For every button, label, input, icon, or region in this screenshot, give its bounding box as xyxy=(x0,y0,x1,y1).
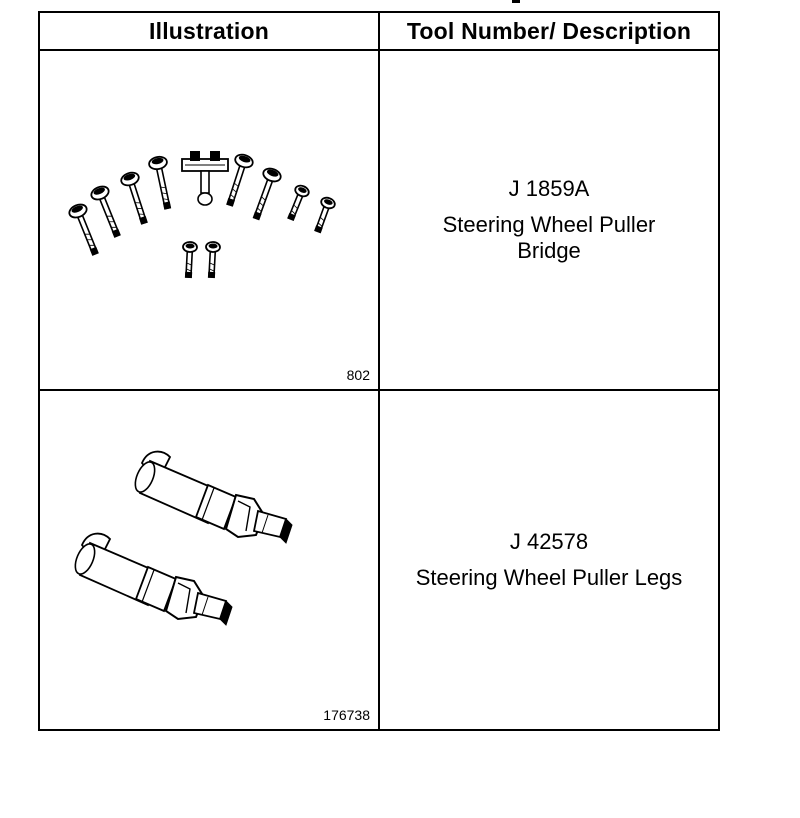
illustration-cell xyxy=(39,390,379,730)
steering-wheel-puller-legs-icon xyxy=(40,391,378,729)
header-tick-mark xyxy=(512,0,520,3)
illustration-cell xyxy=(39,50,379,390)
illustration-column-header: Illustration xyxy=(39,12,379,50)
tool-description: Steering Wheel Puller Legs xyxy=(415,565,683,590)
tools-table xyxy=(38,11,720,731)
table-row xyxy=(39,390,719,730)
tool-description-cell xyxy=(379,390,719,730)
tool-description-cell xyxy=(379,50,719,390)
bridge-body xyxy=(182,151,228,205)
figure-number: 176738 xyxy=(323,707,370,723)
table-row xyxy=(39,50,719,390)
tool-number: J 1859A xyxy=(508,176,590,201)
figure-number: 802 xyxy=(346,367,370,383)
steering-wheel-puller-bridge-icon xyxy=(40,51,378,389)
table-header-row xyxy=(39,12,719,50)
tool-number: J 42578 xyxy=(509,529,589,554)
tool-column-header: Tool Number/ Description xyxy=(379,12,719,50)
tool-description: Steering Wheel Puller Bridge xyxy=(442,212,656,263)
